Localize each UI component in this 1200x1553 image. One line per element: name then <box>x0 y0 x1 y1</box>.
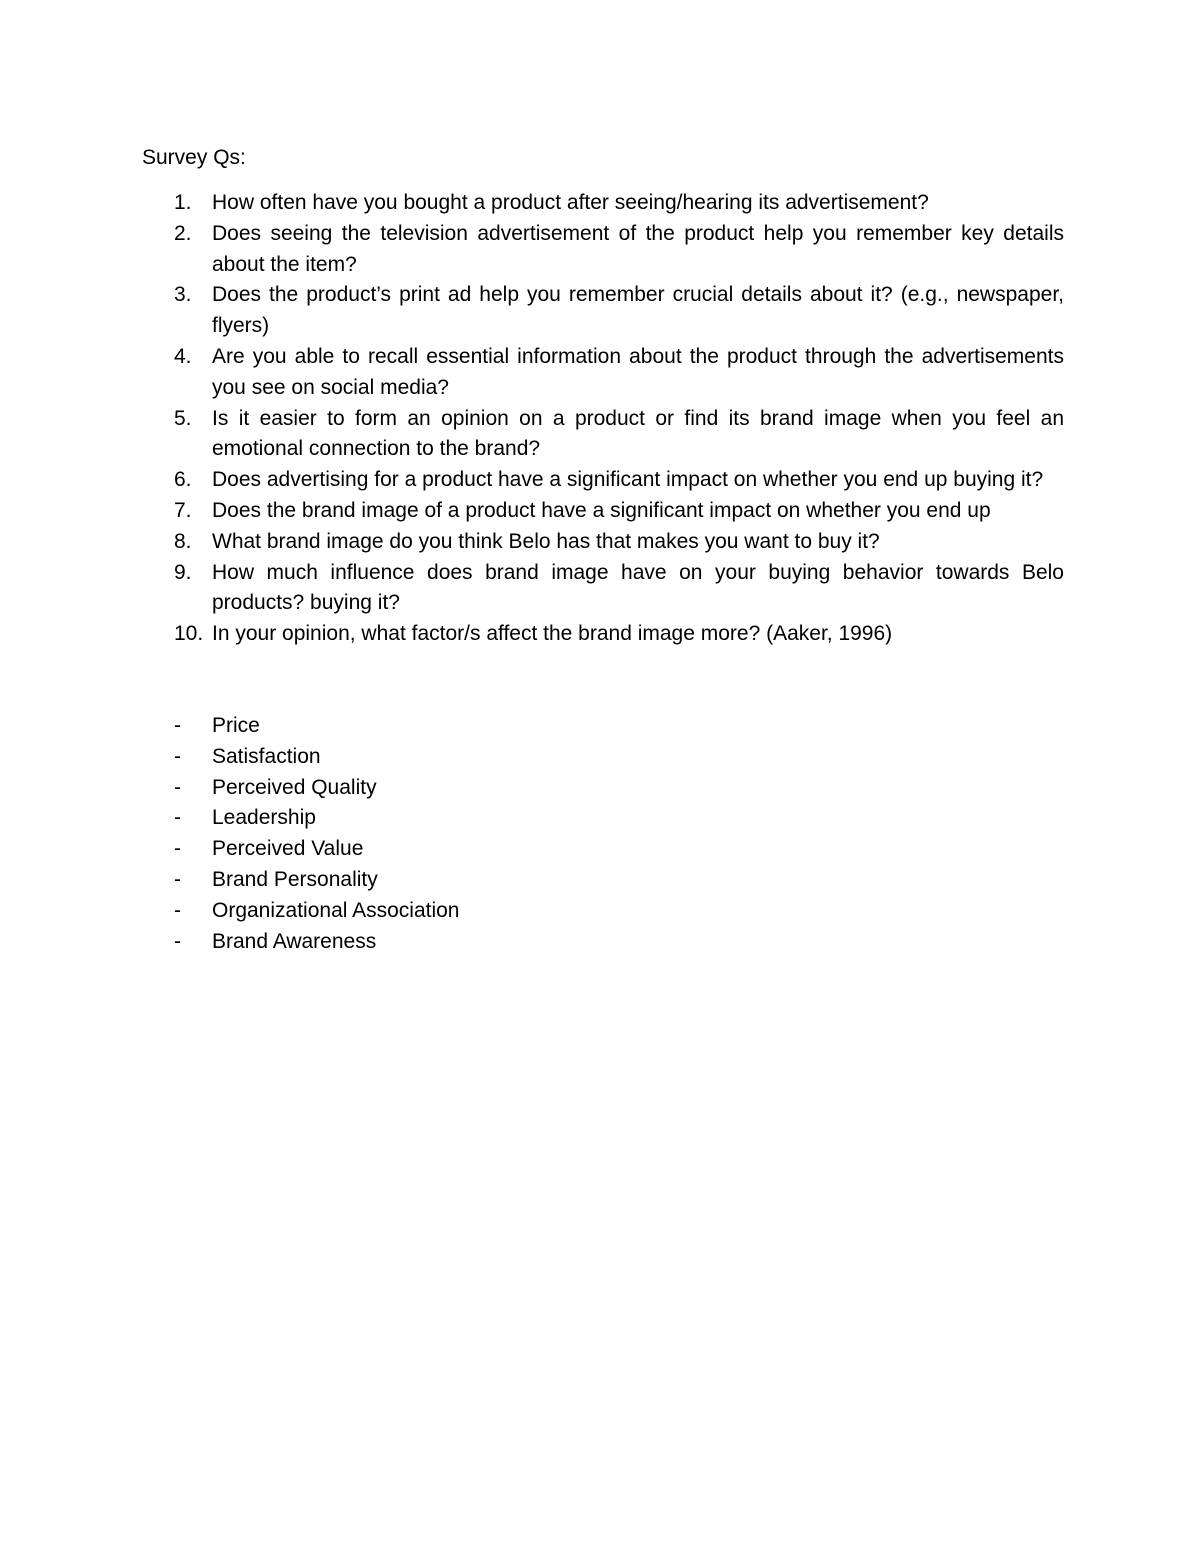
factor-label: Brand Personality <box>212 867 378 891</box>
question-item <box>174 219 1064 281</box>
question-item <box>174 496 1064 527</box>
factor-label: Leadership <box>212 806 316 830</box>
factor-bullet: - <box>174 806 181 830</box>
question-text: Does the brand image of a product have a significant impact on whether you end up <box>212 498 991 522</box>
question-number: 5. <box>174 406 192 430</box>
question-text: In your opinion, what factor/s affect the brand image more? (Aaker, 1996) <box>212 622 893 646</box>
question-number: 6. <box>174 468 192 492</box>
factor-item <box>174 803 459 834</box>
question-text: How often have you bought a product after seeing/hearing its advertisement? <box>212 191 929 214</box>
factor-item <box>174 834 459 865</box>
factor-bullet: - <box>174 714 181 737</box>
factor-bullet: - <box>174 929 181 953</box>
factor-bullet: - <box>174 898 181 922</box>
factor-label: Organizational Association <box>212 898 460 922</box>
factor-label: Satisfaction <box>212 744 321 768</box>
factor-item <box>174 773 459 804</box>
question-item <box>174 527 1064 558</box>
factor-bullet: - <box>174 837 181 861</box>
question-text: Is it easier to form an opinion on a product or find its brand image when you feel an emotional connection to the brand? <box>212 406 1064 461</box>
question-item <box>174 404 1064 466</box>
factor-bullet: - <box>174 867 181 891</box>
question-text: Does advertising for a product have a significant impact on whether you end up buying it? <box>212 468 1044 492</box>
question-text: Are you able to recall essential information about the product through the advertisements you see on social media? <box>212 344 1064 399</box>
question-number: 9. <box>174 560 192 584</box>
factor-item <box>174 742 459 773</box>
question-item <box>174 558 1064 620</box>
factor-bullet: - <box>174 775 181 799</box>
question-item <box>174 342 1064 404</box>
factor-item <box>174 927 459 958</box>
survey-heading: Survey Qs: <box>142 146 246 169</box>
question-list <box>174 188 1064 650</box>
factor-item <box>174 865 459 896</box>
question-number: 1. <box>174 191 192 214</box>
factor-bullet: - <box>174 744 181 768</box>
question-item <box>174 465 1064 496</box>
factor-item <box>174 711 459 742</box>
question-number: 7. <box>174 498 192 522</box>
question-number: 3. <box>174 283 192 307</box>
question-number: 8. <box>174 529 192 553</box>
factor-item <box>174 896 459 927</box>
question-text: How much influence does brand image have on your buying behavior towards Belo products? buying it? <box>212 560 1064 615</box>
question-text: What brand image do you think Belo has that makes you want to buy it? <box>212 529 880 553</box>
question-text: Does the product’s print ad help you remember crucial details about it? (e.g., newspaper, flyers) <box>212 283 1064 338</box>
question-item <box>174 280 1064 342</box>
question-item <box>174 619 1064 650</box>
factor-label: Brand Awareness <box>212 929 377 953</box>
factor-label: Perceived Value <box>212 837 364 861</box>
question-number: 2. <box>174 221 192 245</box>
factor-label: Price <box>212 714 260 737</box>
question-number: 4. <box>174 344 192 368</box>
question-number: 10. <box>174 622 204 646</box>
question-text: Does seeing the television advertisement of the product help you remember key details about the item? <box>212 221 1064 276</box>
factor-label: Perceived Quality <box>212 775 377 799</box>
factor-list <box>174 711 459 957</box>
question-item <box>174 188 1064 219</box>
